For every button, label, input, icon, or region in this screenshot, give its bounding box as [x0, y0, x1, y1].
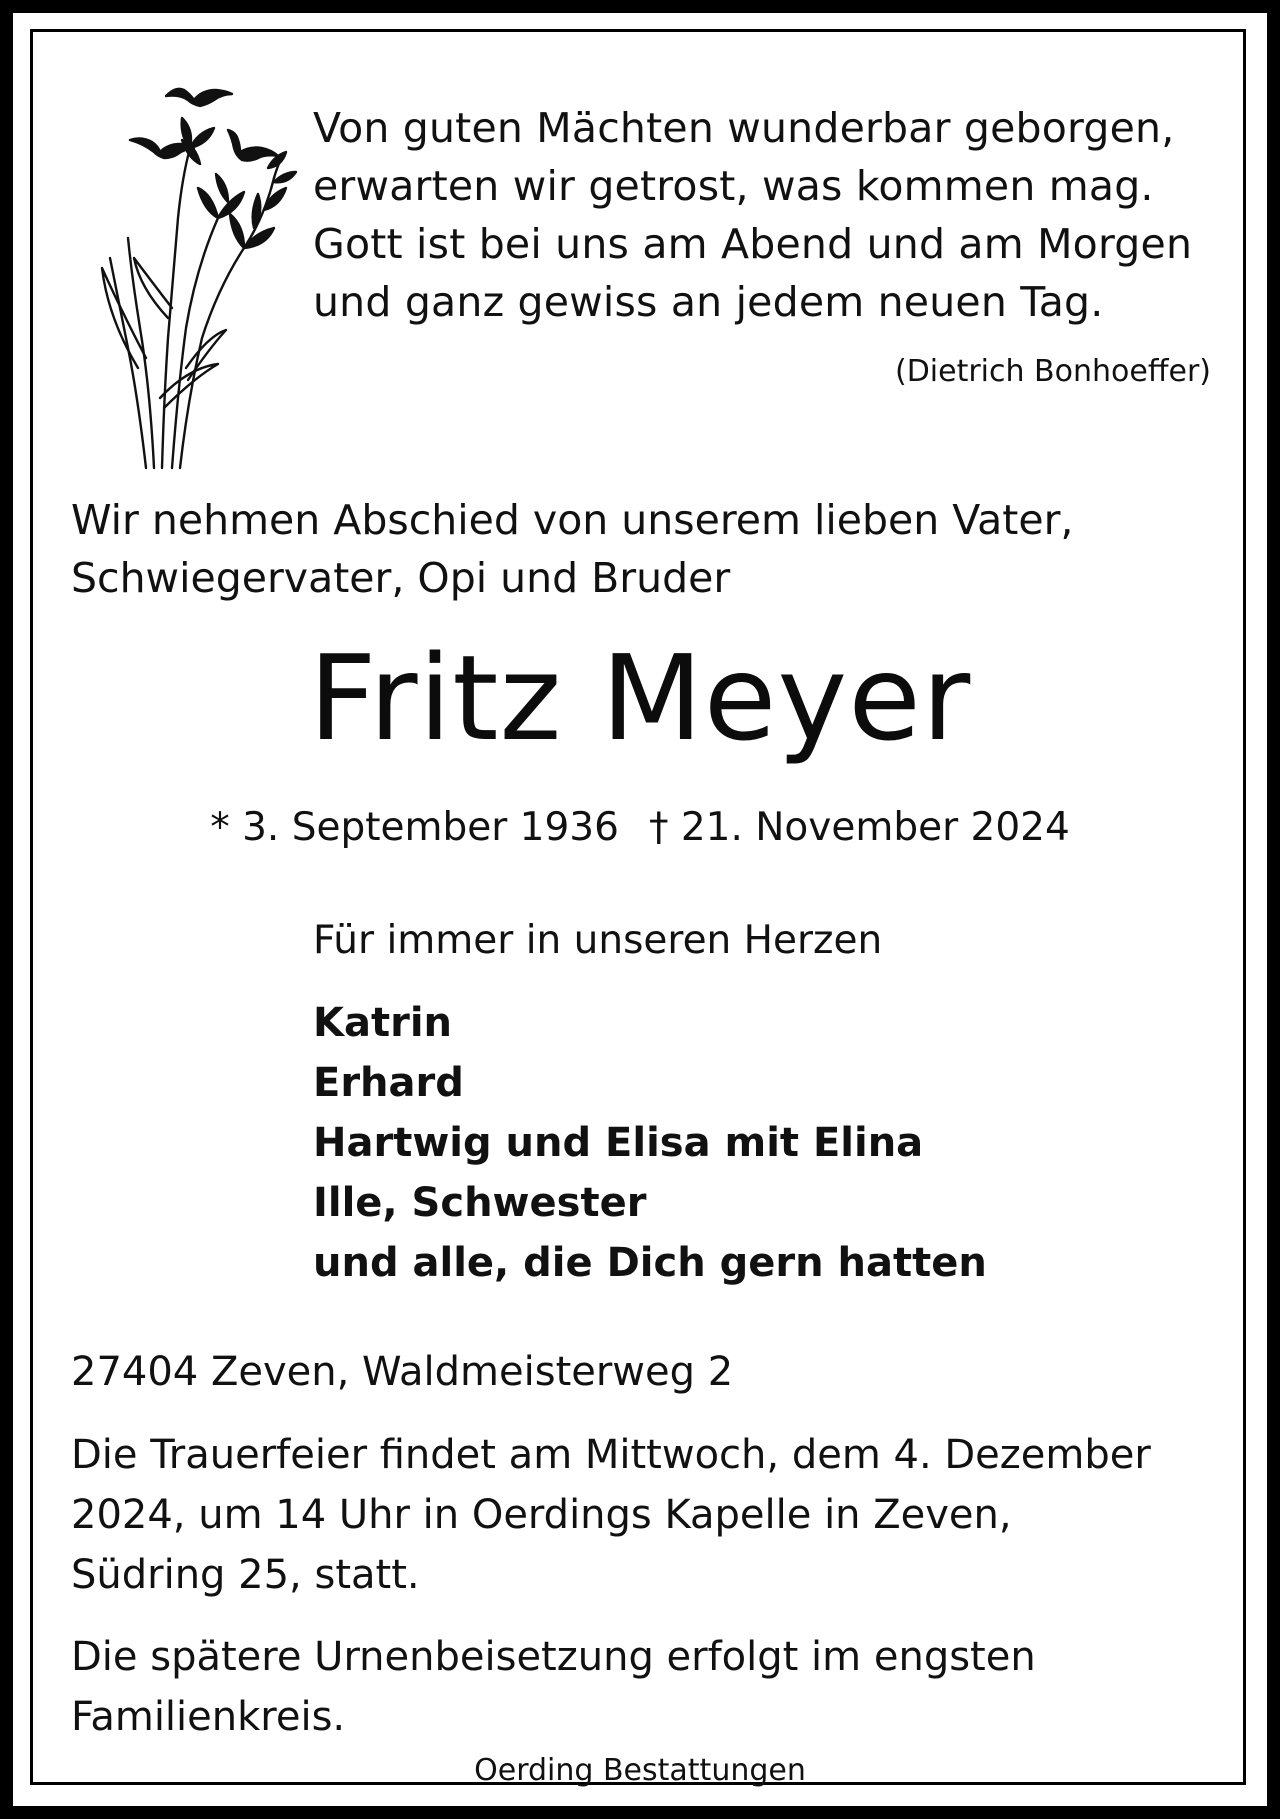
service-line: 2024, um 14 Uhr in Oerdings Kapelle in Zeven,: [71, 1492, 1012, 1538]
mourner-name: Ille, Schwester: [313, 1180, 647, 1226]
deceased-name: Fritz Meyer: [308, 629, 972, 767]
death-date: † 21. November 2024: [648, 805, 1070, 850]
mourner-name: Erhard: [313, 1060, 464, 1106]
service-line: Südring 25, statt.: [71, 1552, 420, 1598]
burial-line: Familienkreis.: [71, 1694, 346, 1740]
undertaker-name: Oerding Bestattungen: [474, 1753, 806, 1788]
intro-line: Schwiegervater, Opi und Bruder: [71, 554, 731, 602]
life-dates: [13, 803, 1267, 853]
quote-line: und ganz gewiss an jedem neuen Tag.: [313, 278, 1104, 326]
farewell-intro: [71, 491, 1073, 607]
family-address: 27404 Zeven, Waldmeisterweg 2: [71, 1349, 734, 1395]
urn-burial-info: [71, 1627, 1036, 1747]
mourner-name: Katrin: [313, 1000, 453, 1046]
mourner-name: und alle, die Dich gern hatten: [313, 1240, 987, 1286]
funeral-service-info: [71, 1425, 1151, 1605]
mourner-name: Hartwig und Elisa mit Elina: [313, 1120, 924, 1166]
burial-line: Die spätere Urnenbeisetzung erfolgt im engsten: [71, 1634, 1036, 1680]
obituary-page: [13, 13, 1267, 1806]
intro-line: Wir nehmen Abschied von unserem lieben Vater,: [71, 496, 1074, 544]
family-heading: Für immer in unseren Herzen: [313, 918, 883, 963]
quote-line: erwarten wir getrost, was kommen mag.: [313, 162, 1154, 210]
mourners-list: [313, 993, 987, 1293]
quote-line: Gott ist bei uns am Abend und am Morgen: [313, 220, 1193, 268]
birth-date: * 3. September 1936: [210, 805, 619, 850]
service-line: Die Trauerfeier findet am Mittwoch, dem 4. Dezember: [71, 1432, 1151, 1478]
quote-source: (Dietrich Bonhoeffer): [894, 354, 1211, 389]
reed-grass-with-birds-icon: [68, 68, 308, 478]
quote-line: Von guten Mächten wunderbar geborgen,: [313, 104, 1175, 152]
bible-quote: [313, 99, 1233, 331]
